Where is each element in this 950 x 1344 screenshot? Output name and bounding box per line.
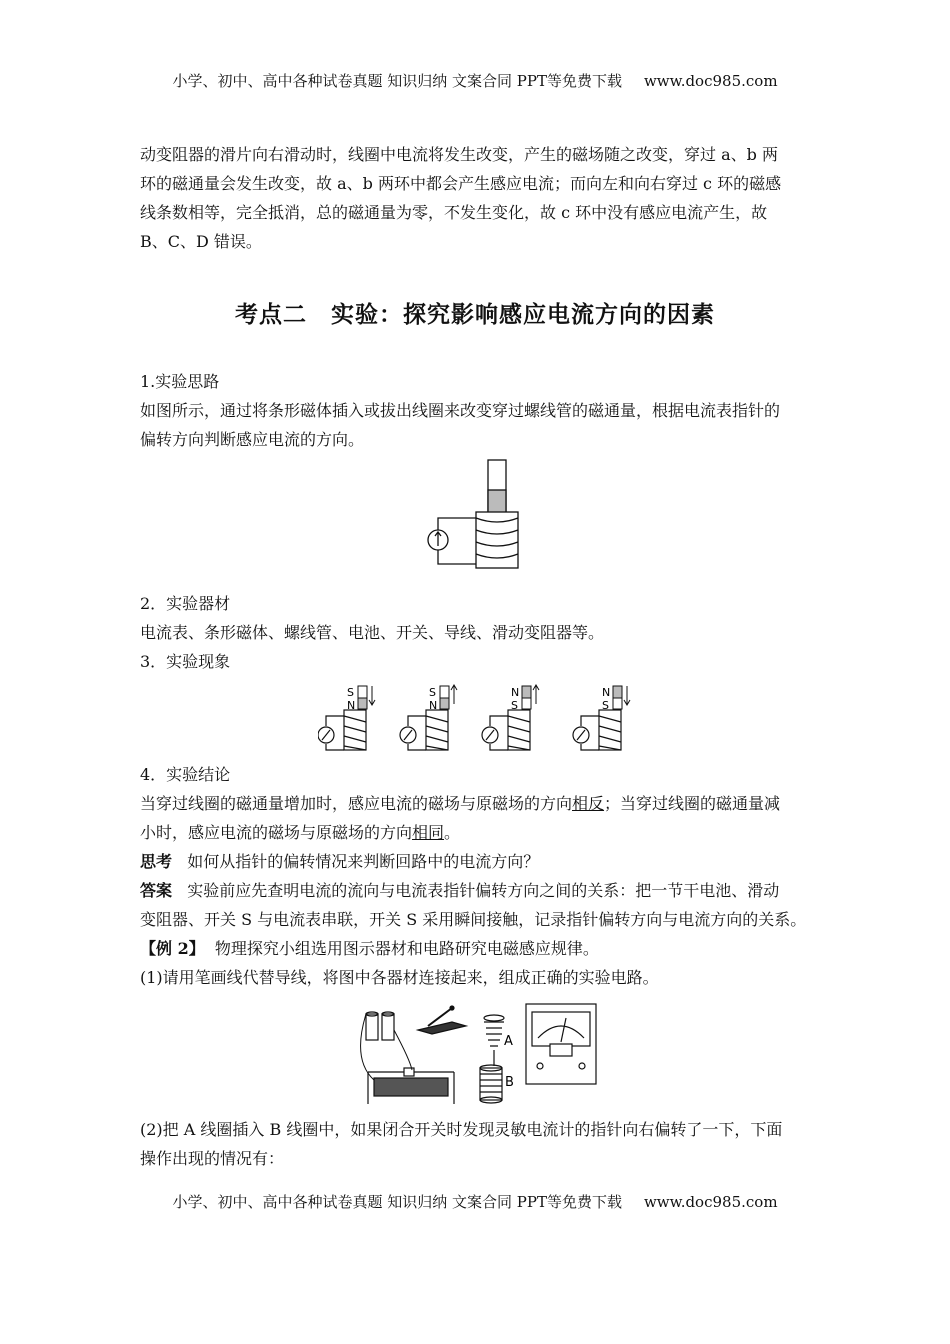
coil-b-icon	[480, 1065, 502, 1103]
arrow-up-icon	[533, 685, 539, 704]
example-line	[140, 934, 820, 963]
header-url[interactable]: www.doc985.com	[643, 72, 778, 90]
section-title: 考点二 实验：探究影响感应电流方向的因素	[235, 301, 715, 328]
page-footer	[0, 1191, 950, 1212]
s4-heading: 4．实验结论	[140, 765, 231, 784]
s4-text-2b: 。	[444, 823, 461, 842]
think-line	[140, 847, 820, 876]
intro-line-3: 线条数相等，完全抵消，总的磁通量为零，不发生变化，故 c 环中没有感应电流产生，故	[140, 203, 768, 222]
s4-answer-opposite: 相反	[572, 794, 605, 813]
coil-a-label: A	[504, 1034, 513, 1049]
solenoid-figure	[420, 456, 530, 578]
pole-bottom-4: S	[602, 699, 609, 712]
section-4	[140, 760, 820, 992]
example-label: 【例 2】	[140, 939, 205, 958]
page-header	[0, 70, 950, 91]
intro-line-4: B、C、D 错误。	[140, 232, 262, 251]
pole-bottom-2: N	[429, 699, 438, 712]
pole-top-1: S	[347, 686, 354, 699]
s4-answer-same: 相同	[412, 823, 445, 842]
phenomenon-4	[573, 686, 630, 750]
footer-text: 小学、初中、高中各种试卷真题 知识归纳 文案合同 PPT等免费下载	[172, 1193, 622, 1211]
example-text: 物理探究小组选用图示器材和电路研究电磁感应规律。	[214, 939, 599, 958]
s1-heading: 1.实验思路	[140, 372, 220, 391]
header-text: 小学、初中、高中各种试卷真题 知识归纳 文案合同 PPT等免费下载	[172, 72, 622, 90]
question-2	[140, 1115, 820, 1173]
phenomenon-1	[318, 686, 375, 750]
s3-heading: 3．实验现象	[140, 652, 231, 671]
coil-b-label: B	[505, 1075, 514, 1090]
apparatus-figure	[352, 1000, 604, 1110]
question-2-line-2: 操作出现的情况有：	[140, 1149, 285, 1168]
section-1	[140, 367, 820, 454]
intro-line-1: 动变阻器的滑片向右滑动时，线圈中电流将发生改变，产生的磁场随之改变，穿过 a、b 两	[140, 145, 778, 164]
s4-line-1	[140, 789, 820, 818]
footer-url[interactable]: www.doc985.com	[643, 1193, 778, 1211]
arrow-up-icon	[451, 685, 457, 704]
think-text: 如何从指针的偏转情况来判断回路中的电流方向？	[187, 852, 540, 871]
s2-heading: 2．实验器材	[140, 594, 231, 613]
think-label: 思考	[140, 852, 173, 871]
phenomenon-2	[400, 685, 457, 750]
question-1: (1)请用笔画线代替导线，将图中各器材连接起来，组成正确的实验电路。	[140, 968, 659, 987]
s2-text: 电流表、条形磁体、螺线管、电池、开关、导线、滑动变阻器等。	[140, 623, 605, 642]
phenomena-figure	[318, 680, 648, 756]
pole-top-2: S	[429, 686, 436, 699]
s1-line-2: 偏转方向判断感应电流的方向。	[140, 430, 365, 449]
answer-text-1: 实验前应先查明电流的流向与电流表指针偏转方向之间的关系：把一节干电池、滑动	[187, 881, 780, 900]
s4-text-1a: 当穿过线圈的磁通量增加时，感应电流的磁场与原磁场的方向	[140, 794, 573, 813]
phenomenon-3	[482, 685, 539, 750]
coil-a-icon	[484, 1015, 504, 1066]
galvanometer-icon	[526, 1004, 596, 1084]
battery-icon	[366, 1012, 394, 1040]
s4-text-2a: 小时，感应电流的磁场与原磁场的方向	[140, 823, 413, 842]
rheostat-icon	[368, 1068, 454, 1104]
s4-text-1b: ；当穿过线圈的磁通量减	[604, 794, 781, 813]
section-2	[140, 589, 820, 676]
intro-paragraph	[140, 140, 820, 256]
pole-top-3: N	[511, 686, 520, 699]
answer-line-2: 变阻器、开关 S 与电流表串联，开关 S 采用瞬间接触，记录指针偏转方向与电流方向的关系。	[140, 910, 807, 929]
answer-label: 答案	[140, 881, 173, 900]
answer-line-1	[140, 876, 820, 905]
intro-line-2: 环的磁通量会发生改变，故 a、b 两环中都会产生感应电流；而向左和向右穿过 c 环的磁感	[140, 174, 782, 193]
arrow-down-icon	[624, 686, 630, 705]
s1-line-1: 如图所示，通过将条形磁体插入或拔出线圈来改变穿过螺线管的磁通量，根据电流表指针的	[140, 401, 781, 420]
pole-bottom-1: N	[347, 699, 356, 712]
switch-icon	[418, 1006, 466, 1034]
s4-line-2	[140, 818, 820, 847]
arrow-down-icon	[369, 686, 375, 705]
question-2-line-1: (2)把 A 线圈插入 B 线圈中，如果闭合开关时发现灵敏电流计的指针向右偏转了一下，下面	[140, 1120, 783, 1139]
pole-bottom-3: S	[511, 699, 518, 712]
pole-top-4: N	[602, 686, 611, 699]
